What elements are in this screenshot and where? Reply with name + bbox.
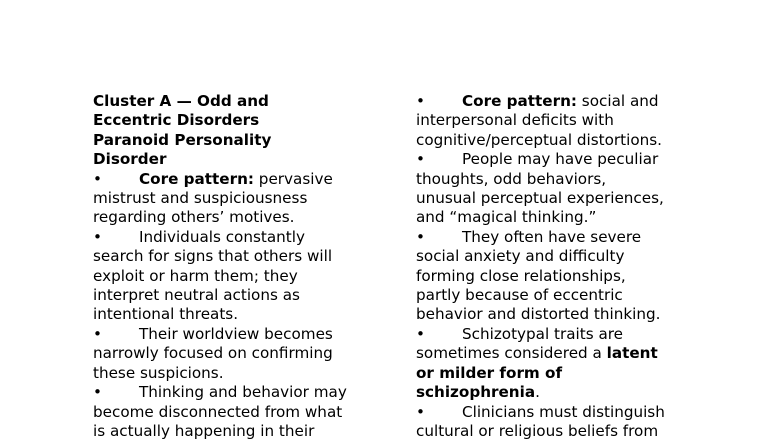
text-line: thoughts, odd behaviors, [416, 169, 607, 188]
text-line: search for signs that others will [93, 247, 333, 266]
bullet: • [416, 402, 425, 421]
section-heading: Cluster A — Odd and [93, 92, 269, 110]
bullet: • [416, 324, 425, 343]
text-line: cultural or religious beliefs from [416, 421, 659, 440]
bullet: • [93, 227, 102, 246]
section-heading: Eccentric Disorders [93, 111, 260, 130]
bullet: • [416, 150, 425, 169]
bullet-line: • Clinicians must distinguish [416, 402, 665, 421]
bullet-line: • They often have severe [416, 227, 642, 246]
text-line: behavior and distorted thinking. [416, 305, 661, 324]
subsection-heading: Disorder [93, 150, 167, 169]
bold-term: or milder form of [416, 363, 563, 382]
bullet: • [416, 227, 425, 246]
bold-label: Core pattern: [139, 169, 254, 188]
text-line: is actually happening in their [93, 421, 315, 440]
bullet-line: • Core pattern: social and [416, 92, 659, 110]
text-line: intentional threats. [93, 305, 239, 324]
text-line: cognitive/perceptual distortions. [416, 130, 663, 149]
subsection-heading: Paranoid Personality [93, 130, 272, 149]
text-line: narrowly focused on confirming [93, 344, 333, 363]
text-line: social anxiety and difficulty [416, 247, 625, 266]
text-line: forming close relationships, [416, 266, 626, 285]
bold-term: schizophrenia [416, 383, 536, 402]
text-line: schizophrenia. [416, 383, 540, 402]
bold-term: latent [606, 344, 658, 363]
bold-label: Core pattern: [462, 92, 577, 110]
text-line: exploit or harm them; they [93, 266, 298, 285]
bullet-line: • Thinking and behavior may [93, 383, 347, 402]
bullet: • [93, 324, 102, 343]
bullet-line: • Their worldview becomes [93, 324, 333, 343]
text-line: become disconnected from what [93, 402, 343, 421]
text-line: and “magical thinking.” [416, 208, 597, 227]
text-line: sometimes considered a latent [416, 344, 658, 363]
bullet-line: • Individuals constantly [93, 227, 305, 246]
text-line: interpret neutral actions as [93, 286, 300, 305]
bullet: • [93, 383, 102, 402]
text-line: regarding others’ motives. [93, 208, 295, 227]
bullet: • [93, 169, 102, 188]
text-line: partly because of eccentric [416, 286, 623, 305]
text-line: interpersonal deficits with [416, 111, 614, 130]
left-column [93, 92, 385, 441]
right-column [416, 92, 716, 441]
text-line: unusual perceptual experiences, [416, 189, 664, 208]
text-line: mistrust and suspiciousness [93, 189, 308, 208]
text-line: these suspicions. [93, 363, 224, 382]
bullet: • [416, 92, 425, 110]
bullet-line: • Core pattern: pervasive [93, 169, 333, 188]
bullet-line: • People may have peculiar [416, 150, 659, 169]
bullet-line: • Schizotypal traits are [416, 324, 624, 343]
